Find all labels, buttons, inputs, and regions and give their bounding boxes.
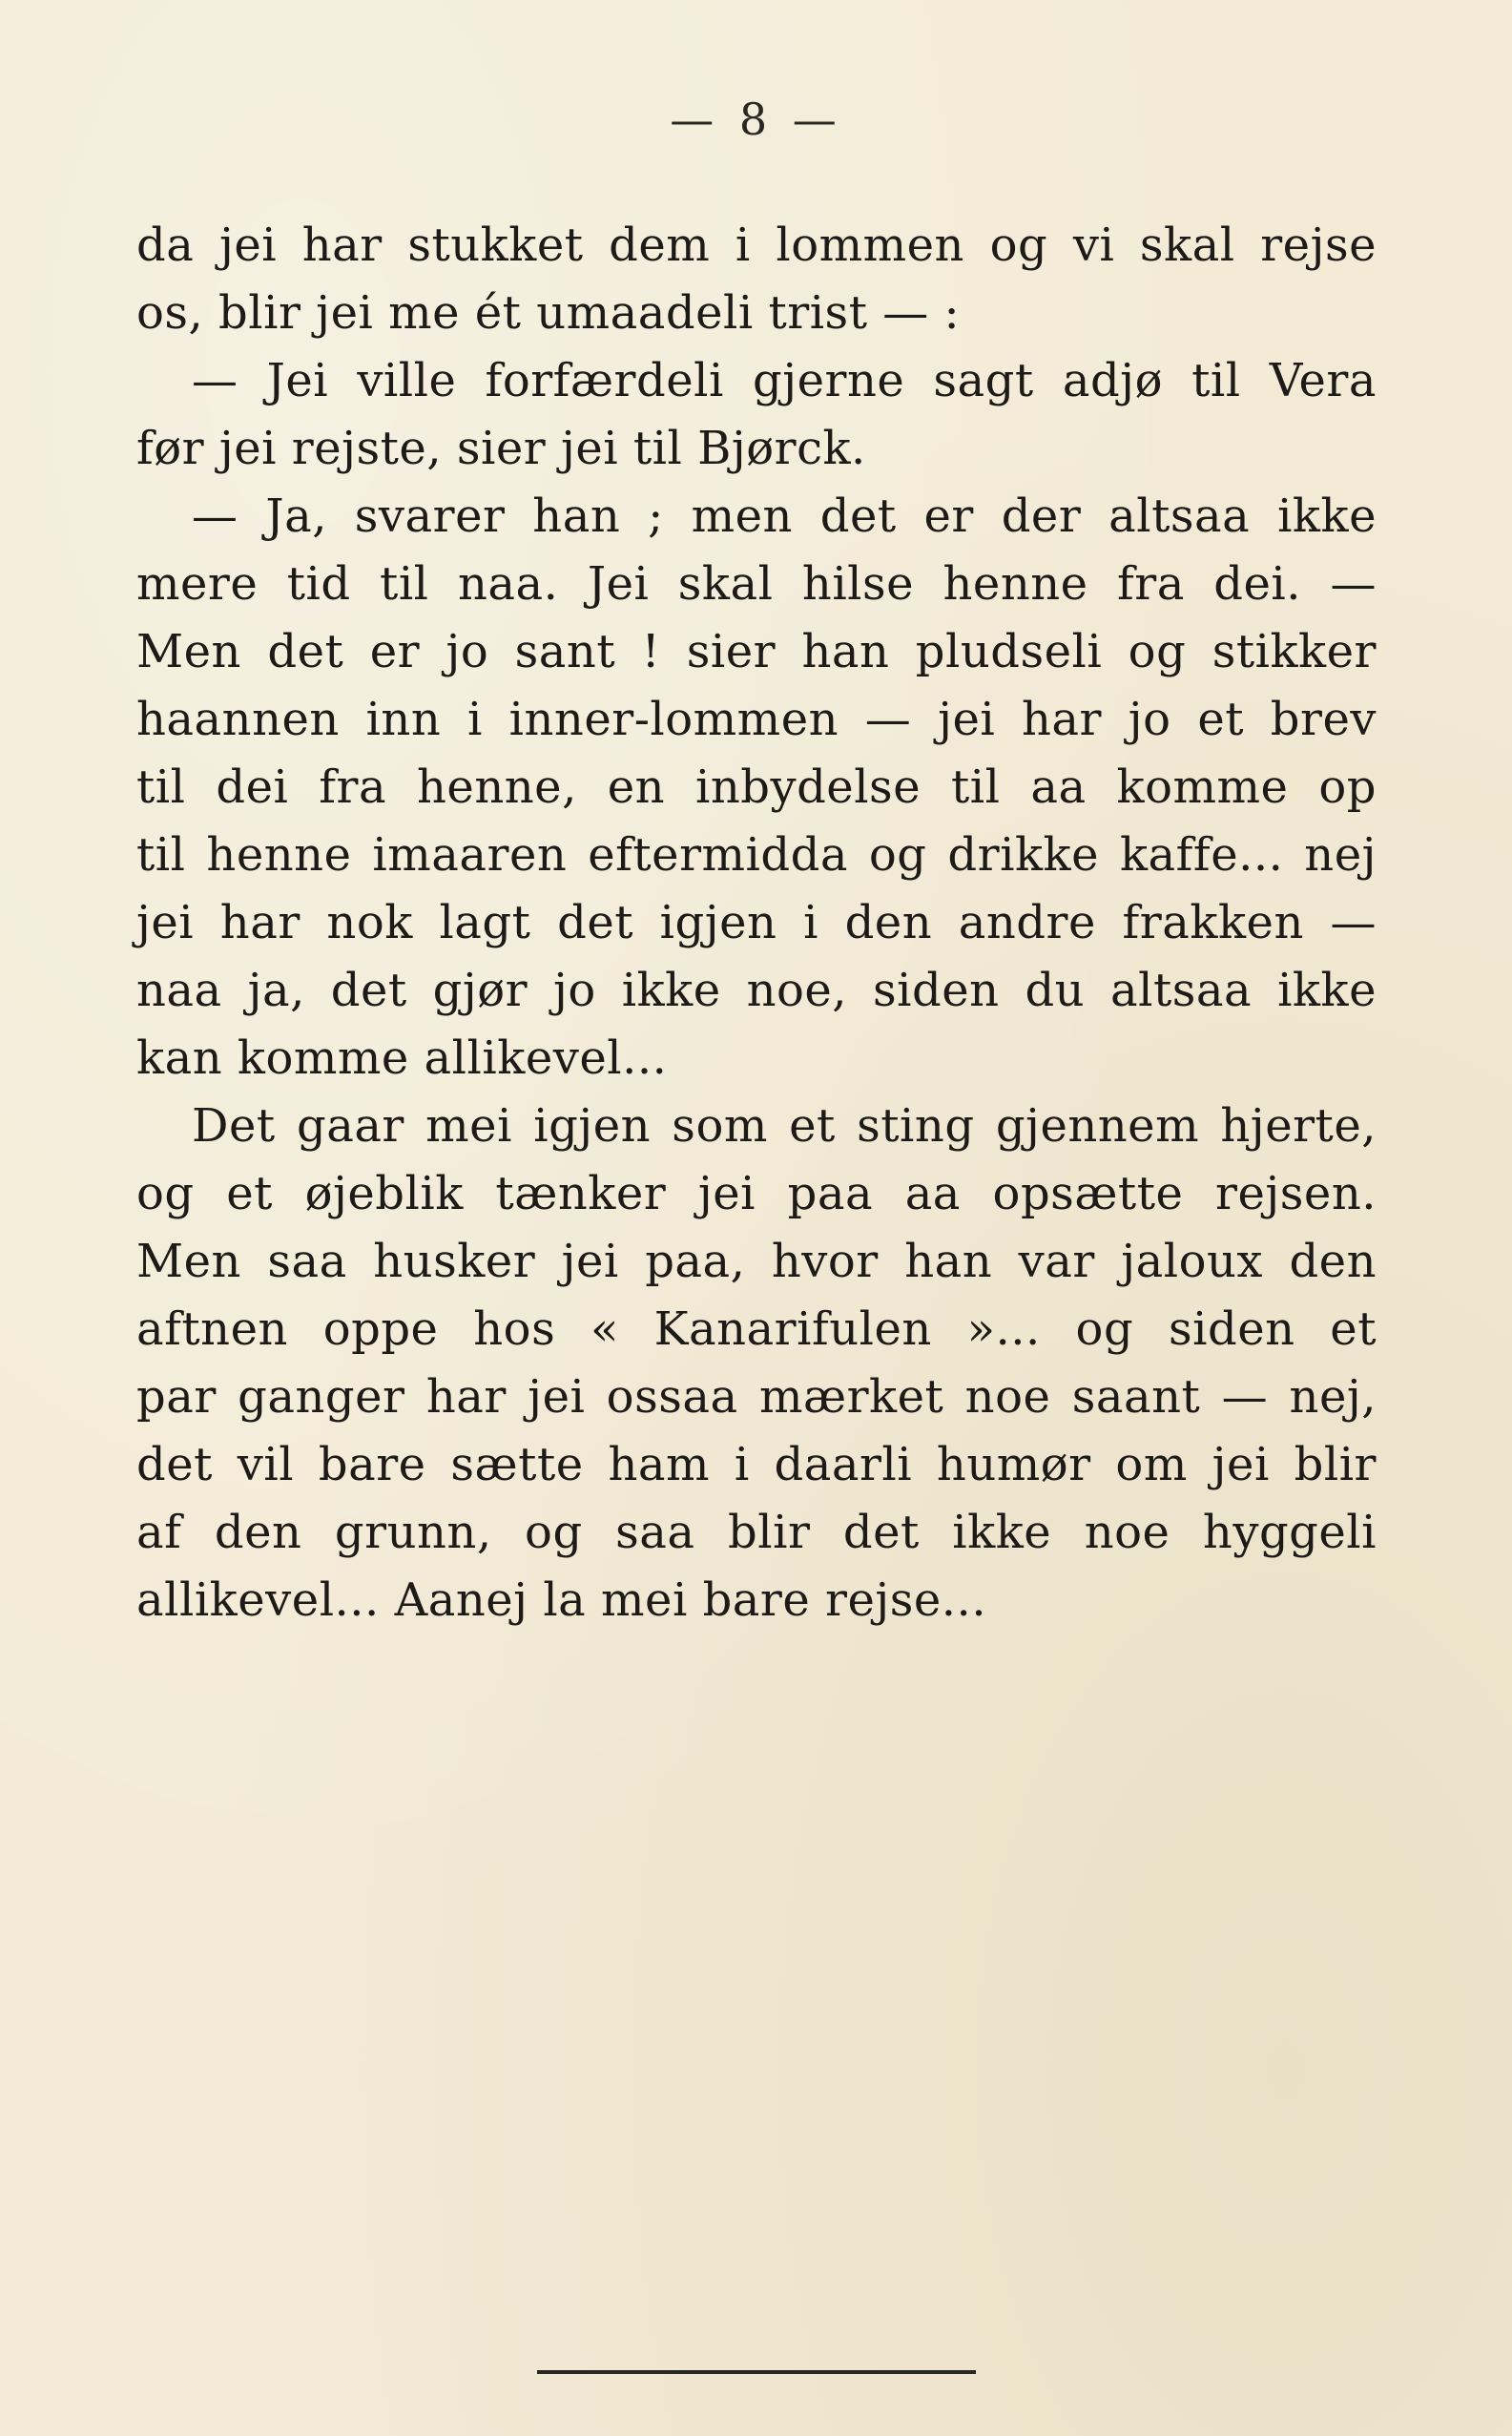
text-line: og et øjeblik tænker jei paa aa opsætte rejsen. [136,1167,1377,1220]
body-text [136,212,1377,1634]
text-line: til henne imaaren eftermidda og drikke kaffe... nej [136,828,1377,882]
text-line: af den grunn, og saa blir det ikke noe hyggeli [136,1506,1377,1559]
text-line: Men saa husker jei paa, hvor han var jaloux den [136,1235,1377,1288]
text-line: os, blir jei me ét umaadeli trist — : [136,286,961,340]
text-line: haannen inn i inner-lommen — jei har jo et brev [136,693,1377,746]
text-line: — Jei ville forfærdeli gjerne sagt adjø til Vera [192,354,1377,407]
text-line: par ganger har jei ossaa mærket noe saant — nej, [136,1370,1377,1424]
text-line: Men det er jo sant ! sier han pludseli og stikker [136,625,1377,678]
text-line: mere tid til naa. Jei skal hilse henne fra dei. — [136,557,1377,611]
text-line: aftnen oppe hos « Kanarifulen »... og siden et [136,1302,1377,1356]
text-line: til dei fra henne, en inbydelse til aa komme op [136,760,1377,814]
text-line: før jei rejste, sier jei til Bjørck. [136,422,866,475]
text-line: jei har nok lagt det igjen i den andre frakken — [136,896,1377,949]
section-divider [537,2370,976,2374]
text-line: kan komme allikevel... [136,1031,668,1085]
text-line: det vil bare sætte ham i daarli humør om jei blir [136,1438,1377,1491]
text-line: — Ja, svarer han ; men det er der altsaa ikke [192,489,1377,543]
text-line: allikevel... Aanej la mei bare rejse... [136,1573,987,1627]
text-line: da jei har stukket dem i lommen og vi skal rejse [136,219,1377,272]
text-line: Det gaar mei igjen som et sting gjennem hjerte, [192,1099,1377,1153]
text-line: naa ja, det gjør jo ikke noe, siden du altsaa ikke [136,964,1377,1017]
page-number: — 8 — [670,94,842,145]
